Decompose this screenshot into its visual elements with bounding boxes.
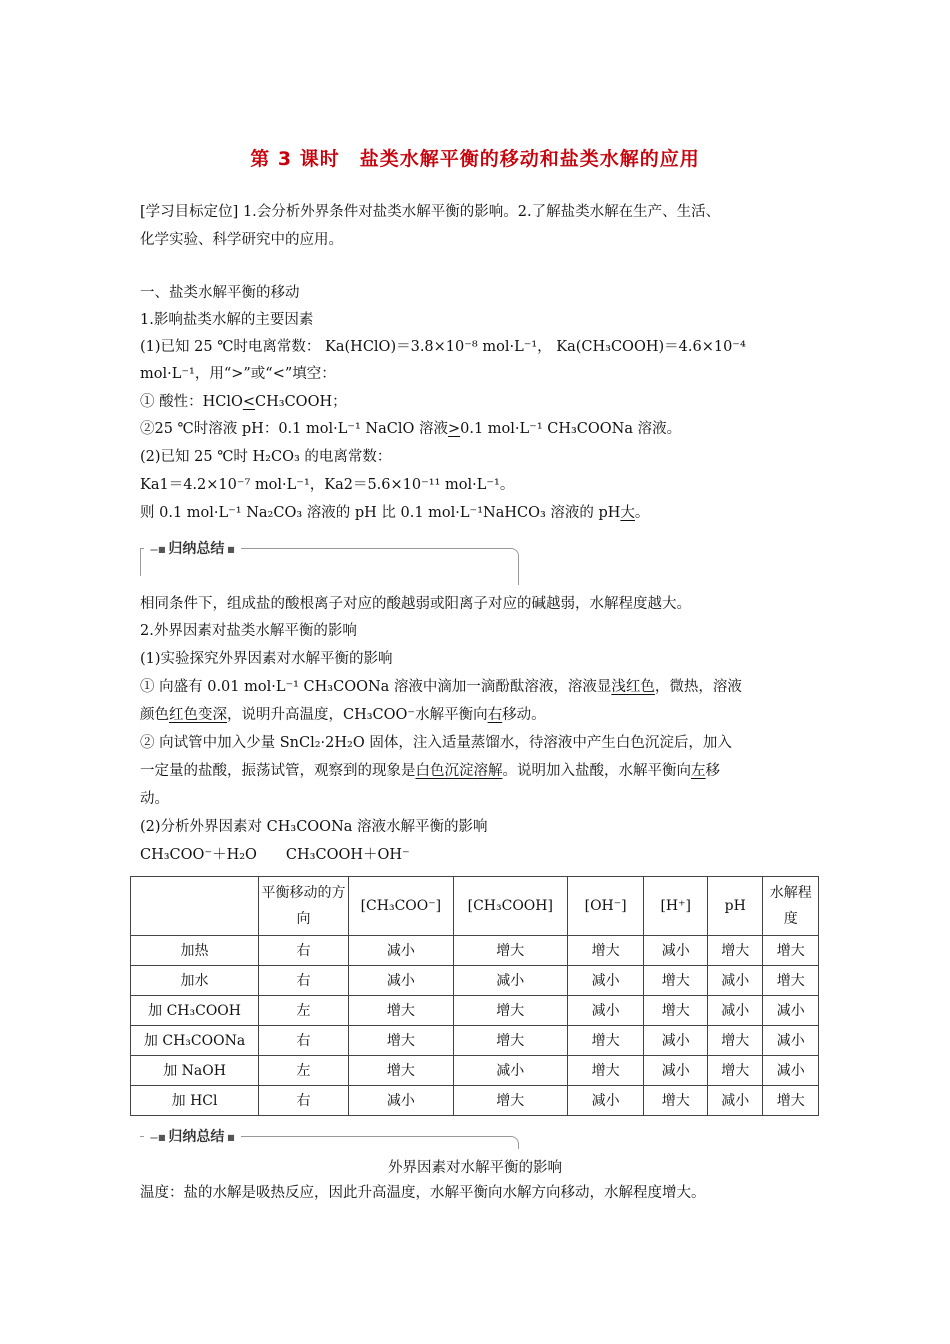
table-cell: 减小 [567, 1086, 644, 1116]
table-row [131, 1056, 819, 1086]
answer-blank: 左 [691, 763, 706, 779]
table-cell: 左 [259, 996, 349, 1026]
table-cell: 减小 [567, 966, 644, 996]
objective-line-1 [140, 202, 820, 222]
text: 移 [705, 763, 720, 779]
table-cell: 减小 [707, 966, 762, 996]
table-row [131, 936, 819, 966]
text: 一定量的盐酸，振荡试管，观察到的现象是 [140, 763, 416, 779]
table-cell: 减小 [644, 1026, 708, 1056]
table-cell: 增大 [644, 1086, 708, 1116]
answer-blank: 红色变深 [169, 707, 227, 723]
summary-1-text: 相同条件下，组成盐的酸根离子对应的酸越弱或阳离子对应的碱越弱，水解程度越大。 [140, 596, 691, 612]
table-row [131, 966, 819, 996]
experiment-2-line-c: 动。 [140, 791, 169, 807]
table-cell: 减小 [763, 1056, 819, 1086]
table-cell: 增大 [707, 1056, 762, 1086]
experiment-2-line-b [140, 761, 820, 781]
objective-text-1: 1.会分析外界条件对盐类水解平衡的影响。2.了解盐类水解在生产、生活、 [242, 204, 721, 220]
table-cell: 增大 [763, 1086, 819, 1116]
table-row [131, 996, 819, 1026]
answer-blank: > [447, 421, 461, 437]
table-cell: 减小 [707, 1086, 762, 1116]
table-cell: 增大 [453, 1026, 567, 1056]
question-1-line-c [140, 392, 820, 412]
question-1-line-d [140, 419, 820, 439]
header-cell [131, 877, 259, 936]
question-2-line-b: Ka1＝4.2×10⁻⁷ mol·L⁻¹，Ka2＝5.6×10⁻¹¹ mol·L⁻¹。 [140, 477, 515, 493]
table-cell: 减小 [453, 1056, 567, 1086]
text: ① 酸性：HClO [140, 394, 243, 410]
table-cell: 加 HCl [131, 1086, 259, 1116]
header-cell: 平衡移动的方向 [259, 877, 349, 936]
question-1-line-a [140, 337, 820, 357]
table-cell: 减小 [763, 996, 819, 1026]
text: 移动。 [502, 707, 546, 723]
summary-badge: —■ 归纳总结 ■ [144, 538, 241, 558]
table-cell: 左 [259, 1056, 349, 1086]
table-cell: 减小 [348, 966, 453, 996]
table-cell: 减小 [348, 1086, 453, 1116]
question-1-line-b: mol·L⁻¹，用“>”或“<”填空： [140, 366, 336, 382]
table-cell: 增大 [644, 966, 708, 996]
objective-label: [学习目标定位] [140, 204, 239, 220]
text: ，说明升高温度，CH₃COO⁻水解平衡向 [227, 707, 488, 723]
answer-blank: < [242, 394, 256, 410]
table-cell: 增大 [763, 966, 819, 996]
experiment-2-line-a: ② 向试管中加入少量 SnCl₂·2H₂O 固体，注入适量蒸馏水，待溶液中产生白色沉淀后，加入 [140, 735, 732, 751]
ka-hclo: Ka(HClO)＝3.8×10⁻⁸ mol·L⁻¹， [325, 339, 552, 355]
paragraph-2-2: (2)分析外界因素对 CH₃COONa 溶液水解平衡的影响 [140, 819, 488, 835]
table-cell: 加 NaOH [131, 1056, 259, 1086]
table-row [131, 1026, 819, 1056]
answer-blank: 右 [487, 707, 503, 723]
header-cell: [OH⁻] [567, 877, 644, 936]
table-cell: 右 [259, 936, 349, 966]
summary-badge: —■ 归纳总结 ■ [144, 1126, 241, 1146]
objective-text-2: 化学实验、科学研究中的应用。 [140, 232, 343, 248]
experiment-1-line-b [140, 705, 820, 725]
answer-blank: 浅红色 [611, 679, 655, 695]
text: ① 向盛有 0.01 mol·L⁻¹ CH₃COONa 溶液中滴加一滴酚酞溶液，溶液显 [140, 679, 612, 695]
text: 颜色 [140, 707, 169, 723]
table-cell: 增大 [453, 996, 567, 1026]
table-cell: 减小 [644, 936, 708, 966]
answer-blank: 白色沉淀溶解 [415, 763, 503, 779]
influence-table [130, 876, 819, 1116]
table-cell: 增大 [567, 936, 644, 966]
summary-box-1 [140, 540, 520, 584]
table-cell: 减小 [567, 996, 644, 1026]
table-cell: 增大 [453, 1086, 567, 1116]
summary-frame-left [140, 548, 141, 576]
table-cell: 增大 [567, 1056, 644, 1086]
table-header-row [131, 877, 819, 936]
header-cell: pH [707, 877, 762, 936]
table-cell: 增大 [348, 1026, 453, 1056]
table-cell: 增大 [453, 936, 567, 966]
section-heading-1: 一、盐类水解平衡的移动 [140, 285, 300, 301]
table-cell: 加水 [131, 966, 259, 996]
table-row [131, 1086, 819, 1116]
table-cell: 增大 [644, 996, 708, 1026]
table-cell: 增大 [348, 1056, 453, 1086]
subheading-2: 2.外界因素对盐类水解平衡的影响 [140, 623, 357, 639]
table-cell: 加 CH₃COONa [131, 1026, 259, 1056]
hydrolysis-equation: CH₃COO⁻＋H₂O CH₃COOH＋OH⁻ [140, 847, 410, 863]
table-cell: 增大 [763, 936, 819, 966]
table-cell: 增大 [707, 936, 762, 966]
header-cell: 水解程度 [763, 877, 819, 936]
table-cell: 右 [259, 966, 349, 996]
text: 0.1 mol·L⁻¹ CH₃COONa 溶液。 [460, 421, 682, 437]
table-cell: 增大 [348, 996, 453, 1026]
header-cell: [H⁺] [644, 877, 708, 936]
table-cell: 加 CH₃COOH [131, 996, 259, 1026]
table-cell: 减小 [763, 1026, 819, 1056]
experiment-1-line-a [140, 677, 820, 697]
summary-2-text: 温度：盐的水解是吸热反应，因此升高温度，水解平衡向水解方向移动，水解程度增大。 [140, 1185, 706, 1201]
question-2-line-c [140, 503, 820, 523]
summary-2-title: 外界因素对水解平衡的影响 [388, 1160, 562, 1176]
text: ②25 ℃时溶液 pH：0.1 mol·L⁻¹ NaClO 溶液 [140, 421, 448, 437]
text: 。说明加入盐酸，水解平衡向 [502, 763, 691, 779]
question-1-intro: (1)已知 25 ℃时电离常数： [140, 339, 321, 355]
table-cell: 减小 [348, 936, 453, 966]
table-cell: 右 [259, 1026, 349, 1056]
table-cell: 右 [259, 1086, 349, 1116]
text: CH₃COOH； [255, 394, 347, 410]
page-title: 第 3 课时 盐类水解平衡的移动和盐类水解的应用 [250, 148, 700, 170]
header-cell: [CH₃COO⁻] [348, 877, 453, 936]
subheading-1: 1.影响盐类水解的主要因素 [140, 312, 314, 328]
header-cell: [CH₃COOH] [453, 877, 567, 936]
table-cell: 减小 [644, 1056, 708, 1086]
question-2-line-a: (2)已知 25 ℃时 H₂CO₃ 的电离常数： [140, 449, 392, 465]
table-cell: 增大 [707, 1026, 762, 1056]
table-cell: 减小 [707, 996, 762, 1026]
paragraph-2-1: (1)实验探究外界因素对水解平衡的影响 [140, 651, 393, 667]
answer-blank: 大 [620, 505, 635, 521]
text: ，微热，溶液 [654, 679, 742, 695]
table-cell: 加热 [131, 936, 259, 966]
text: 则 0.1 mol·L⁻¹ Na₂CO₃ 溶液的 pH 比 0.1 mol·L⁻¹NaHCO₃ 溶液的 pH [140, 505, 621, 521]
table-cell: 减小 [453, 966, 567, 996]
text: 。 [634, 505, 650, 521]
table-cell: 增大 [567, 1026, 644, 1056]
ka-ch3cooh: Ka(CH₃COOH)＝4.6×10⁻⁴ [556, 339, 746, 355]
